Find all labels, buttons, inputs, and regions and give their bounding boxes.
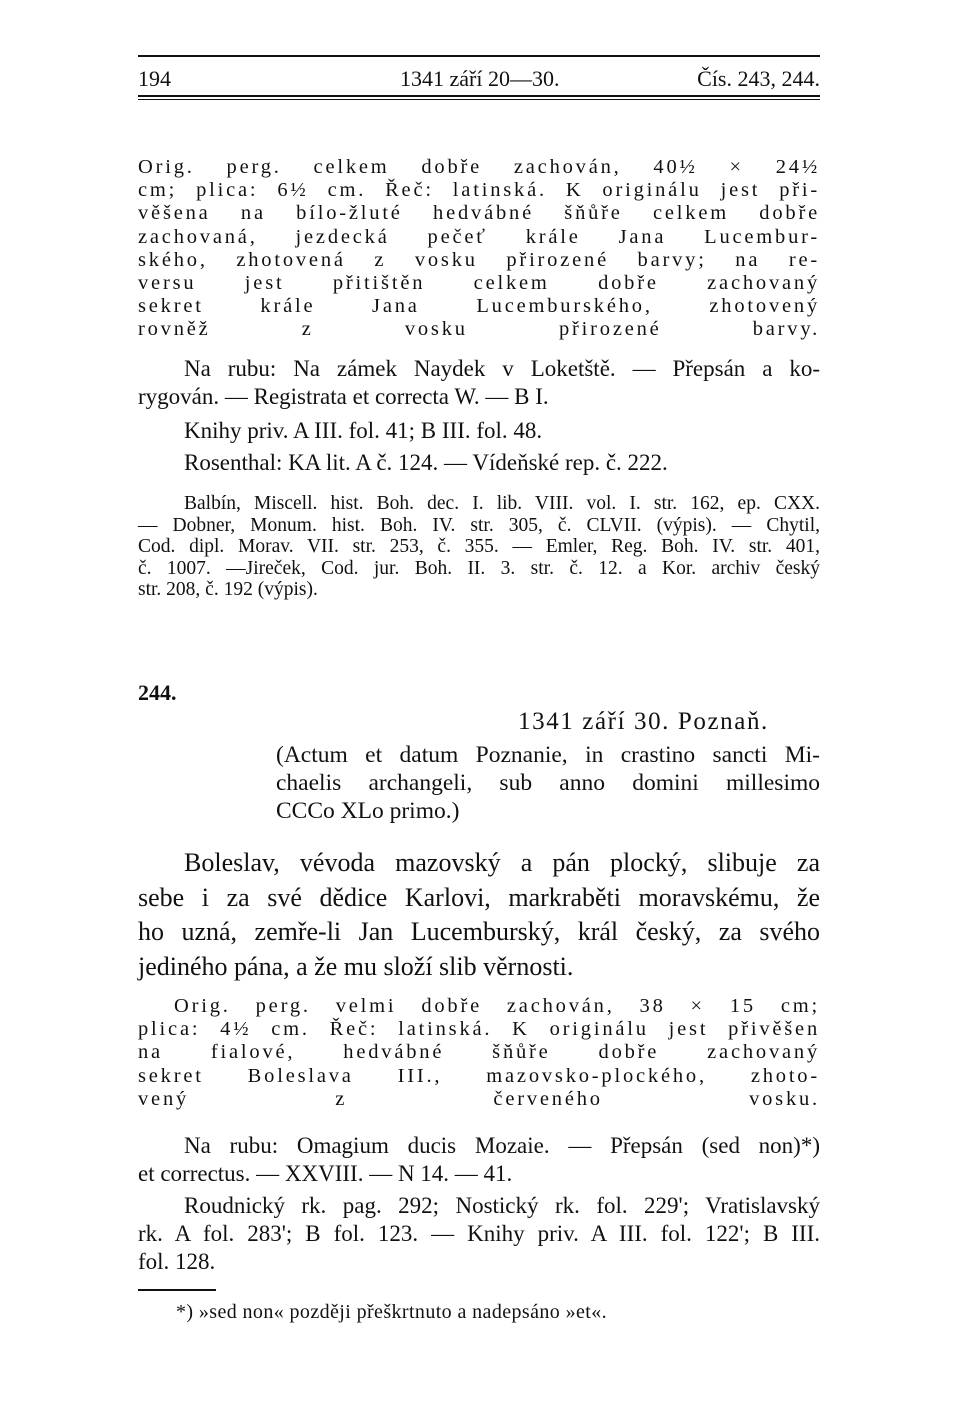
page-number: 194 [138, 66, 171, 91]
copies-line: rk. A fol. 283'; B fol. 123. — Knihy priv. A III. fol. 122'; B III. [138, 1221, 820, 1246]
bib-line: č. 1007. —Jireček, Cod. jur. Boh. II. 3. str. č. 12. a Kor. archiv český [138, 557, 820, 579]
running-header [138, 66, 820, 94]
regest-line: Boleslav, vévoda mazovský a pán plocký, slibuje za [184, 848, 820, 877]
doc244-actum [276, 741, 820, 825]
actum-line: CCCo XLo primo.) [276, 798, 460, 824]
doc243-orig-line: ského, zhotovená z vosku přirozené barvy; na re- [138, 248, 820, 271]
doc243-bibliography [138, 493, 820, 601]
doc244-rubric-line: Na rubu: Omagium ducis Mozaie. — Přepsán (sed non)*) [184, 1133, 820, 1158]
doc244-date-place: 1341 září 30. Poznaň. [518, 708, 769, 735]
header-rule-upper [138, 95, 820, 97]
copies-line: Roudnický rk. pag. 292; Nostický rk. fol. 229'; Vratislavský [184, 1193, 820, 1218]
doc244-copies [138, 1192, 820, 1276]
actum-line: (Actum et datum Poznanie, in crastino sancti Mi- [276, 742, 820, 768]
bib-line: — Dobner, Monum. hist. Boh. IV. str. 305, č. CLVII. (výpis). — Chytil, [138, 514, 820, 536]
regest-line: jediného pána, a že mu složí slib věrnosti. [138, 951, 574, 981]
doc244-regest [138, 846, 820, 984]
doc243-rubric-note [138, 355, 820, 411]
actum-line: chaelis archangeli, sub anno domini millesimo [276, 770, 820, 796]
doc244-orig-line: vený z červeného vosku. [138, 1087, 820, 1110]
doc244-orig-line: sekret Boleslava III., mazovsko-plockého, zhoto- [138, 1064, 820, 1087]
doc243-rubric-line: Na rubu: Na zámek Naydek v Loketště. — Přepsán a ko- [184, 356, 820, 381]
regest-line: ho uzná, zemře-li Jan Lucemburský, král český, za svého [138, 917, 820, 946]
regest-line: sebe i za své dědice Karlovi, markraběti moravskému, že [138, 882, 820, 912]
doc243-knihy: Knihy priv. A III. fol. 41; B III. fol. 48. [184, 418, 543, 443]
doc244-orig-line: plica: 4½ cm. Řeč: latinská. K originálu jest přivěšen [138, 1018, 820, 1041]
bib-line: Balbín, Miscell. hist. Boh. dec. I. lib. VIII. vol. I. str. 162, ep. CXX. [184, 493, 820, 514]
doc244-rubric-note [138, 1132, 820, 1188]
bib-line: Cod. dipl. Morav. VII. str. 253, č. 355. — Emler, Reg. Boh. IV. str. 401, [138, 536, 820, 557]
doc243-original-description [138, 156, 820, 342]
header-date: 1341 září 20—30. [400, 66, 560, 91]
doc243-orig-line: cm; plica: 6½ cm. Řeč: latinská. K originálu jest při- [138, 179, 820, 202]
doc243-orig-line: Orig. perg. celkem dobře zachován, 40½ × 24½ [138, 156, 820, 178]
doc244-original-description [138, 995, 820, 1111]
bib-line: str. 208, č. 192 (výpis). [138, 579, 318, 600]
doc243-rubric-line: rygován. — Registrata et correcta W. — B I. [138, 384, 549, 409]
doc244-number: 244. [138, 680, 177, 705]
doc244-rubric-line: et correctus. — XXVIII. — N 14. — 41. [138, 1161, 513, 1186]
copies-line: fol. 128. [138, 1249, 216, 1274]
footnote: *) »sed non« později přeškrtnuto a nadepsáno »et«. [176, 1301, 608, 1323]
header-rule-lower [138, 99, 820, 100]
doc243-orig-line: věšena na bílo-žluté hedvábné šňůře celkem dobře [138, 202, 820, 225]
header-top-rule [138, 55, 820, 57]
doc243-orig-line: zachovaná, jezdecká pečeť krále Jana Lucembur- [138, 225, 820, 248]
footnote-rule [138, 1289, 216, 1291]
doc243-orig-line: versu jest přitištěn celkem dobře zachovaný [138, 272, 820, 295]
doc244-orig-line: na fialové, hedvábné šňůře dobře zachovaný [138, 1041, 820, 1064]
doc243-rosenthal: Rosenthal: KA lit. A č. 124. — Vídeňské rep. č. 222. [184, 450, 668, 475]
doc243-orig-line: rovněž z vosku přirozené barvy. [138, 318, 820, 341]
header-doc-numbers: Čís. 243, 244. [697, 66, 820, 91]
doc244-orig-line: Orig. perg. velmi dobře zachován, 38 × 15 cm; [174, 995, 820, 1017]
doc243-orig-line: sekret krále Jana Lucemburského, zhotovený [138, 295, 820, 318]
